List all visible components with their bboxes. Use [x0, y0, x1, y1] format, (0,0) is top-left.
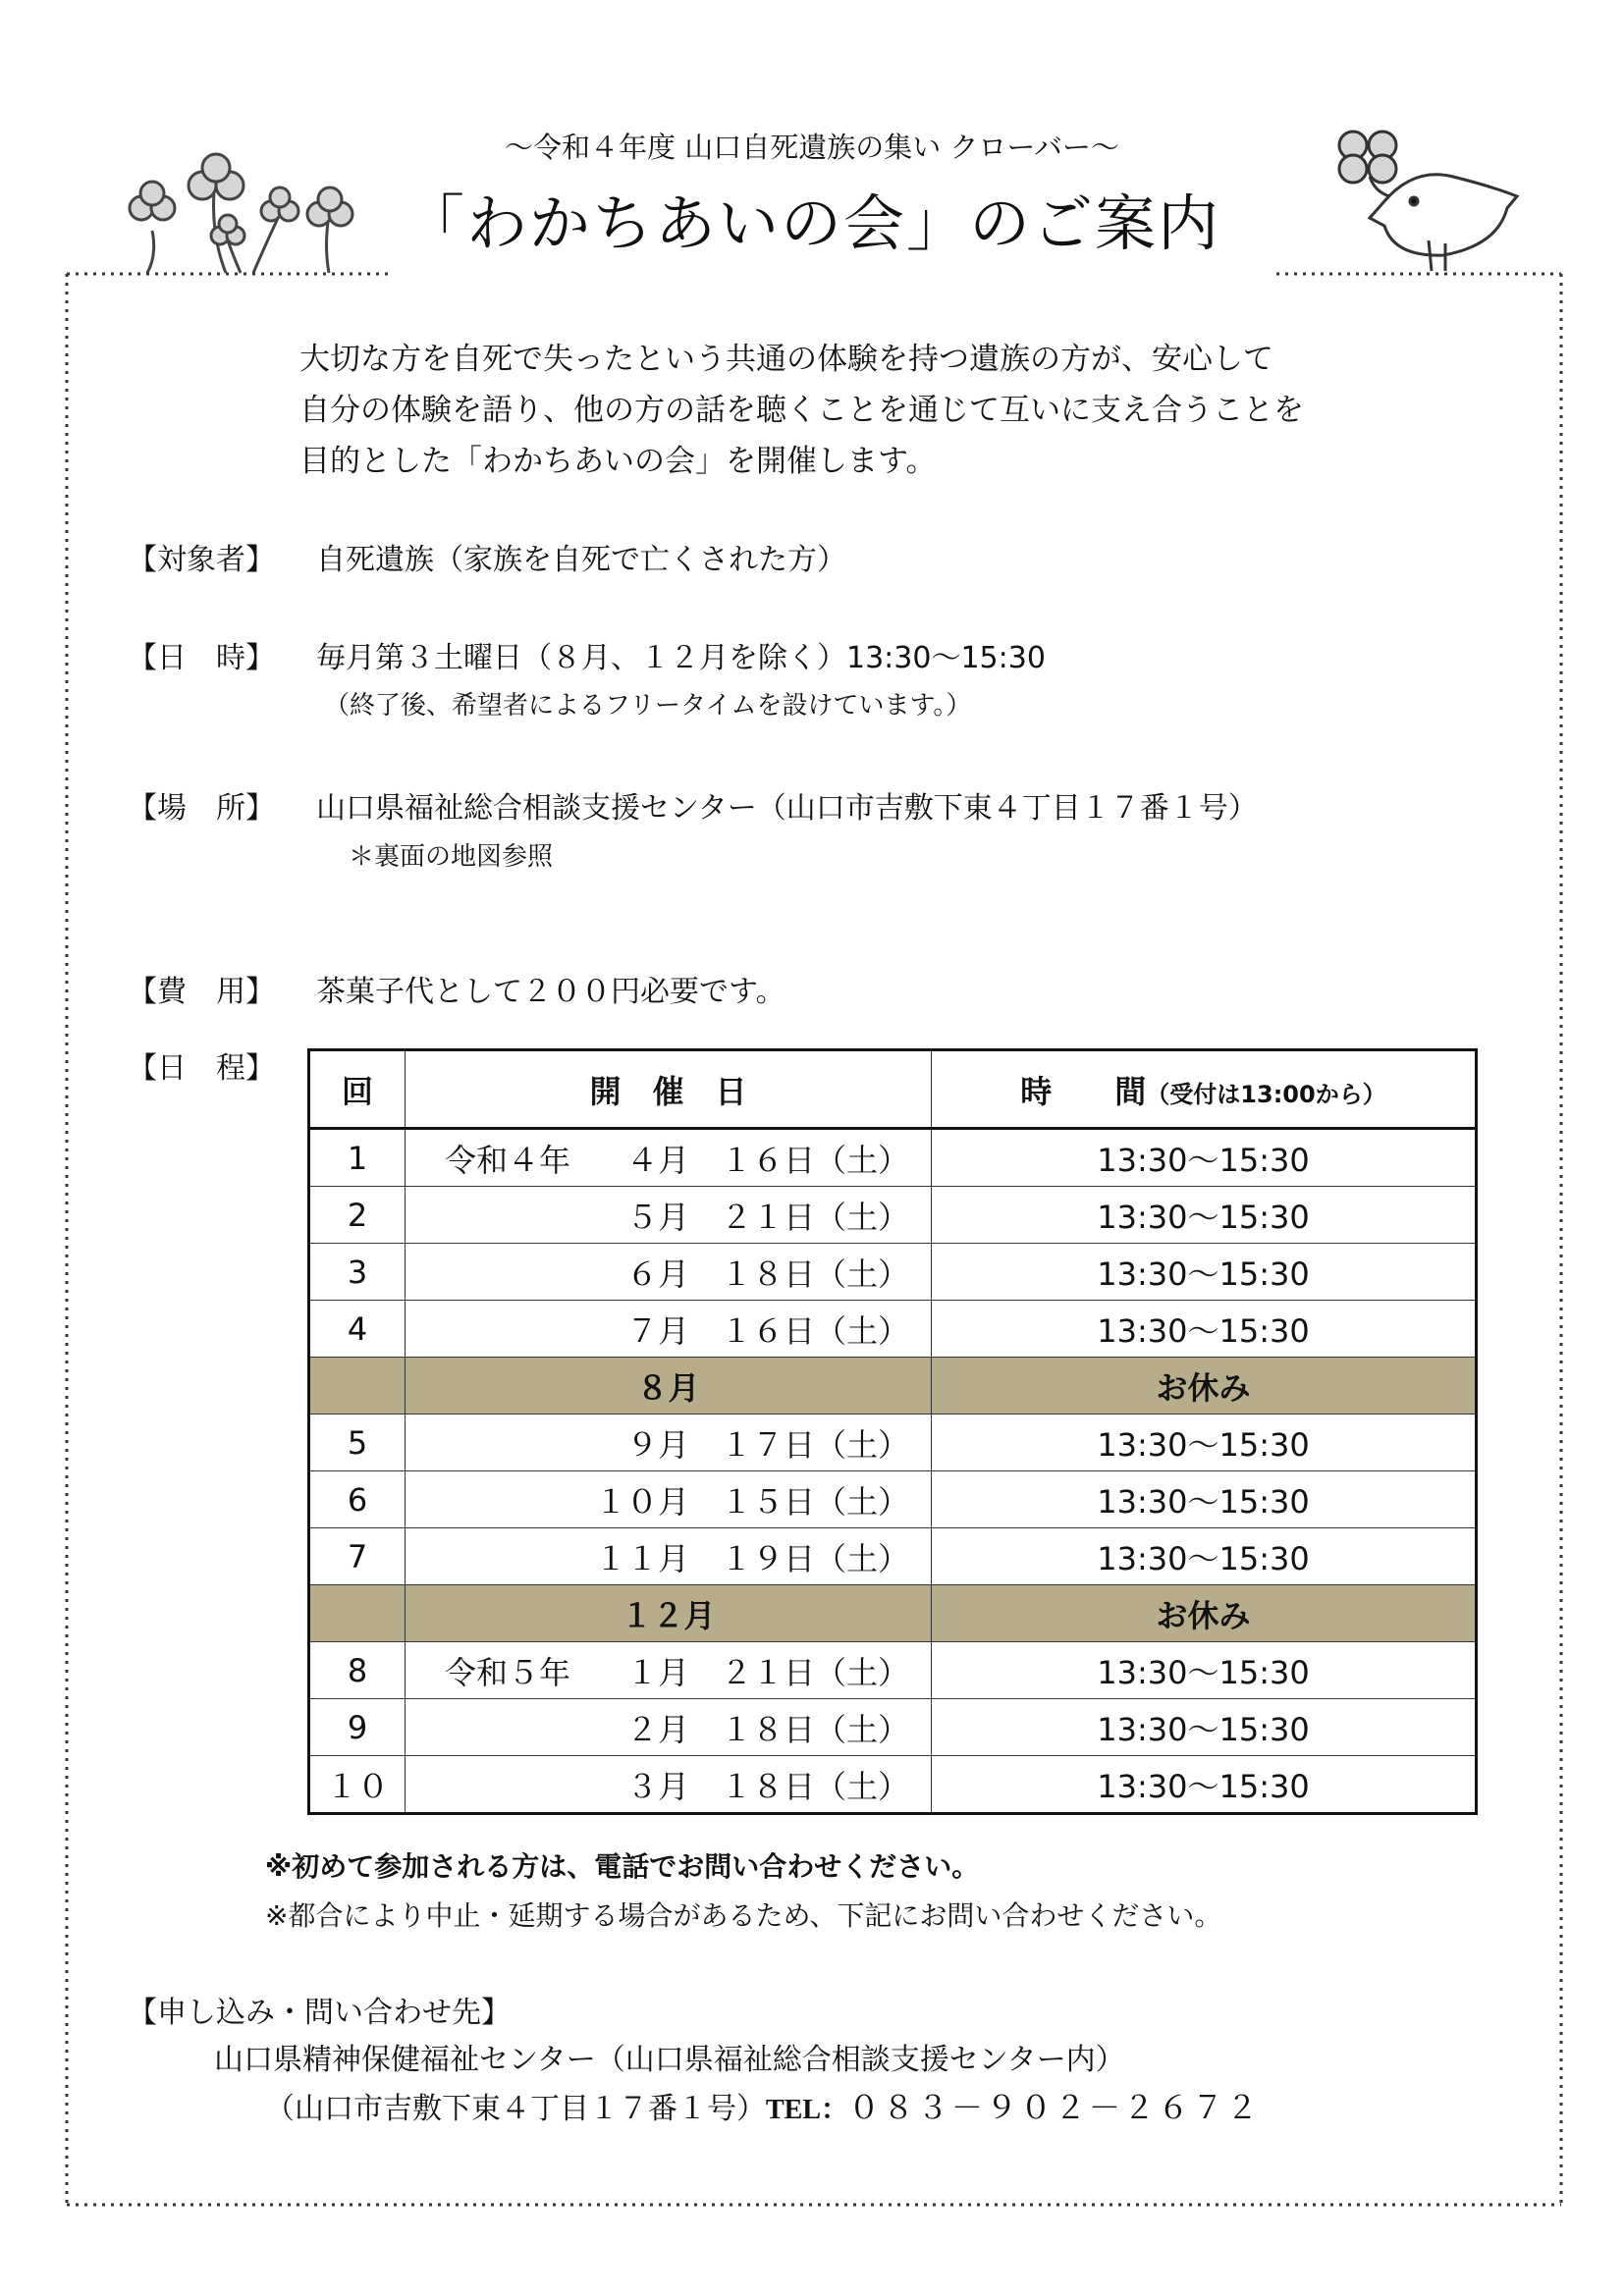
row-date: １０月 １５日（土） — [594, 1482, 909, 1521]
row-date: ６月 １８日（土） — [625, 1255, 909, 1293]
schedule-row — [309, 1415, 1477, 1471]
row-era: 令和５年 — [445, 1653, 571, 1691]
cancel-note: ※都合により中止・延期する場合があるため、下記にお問い合わせください。 — [265, 1899, 1222, 1932]
tel-number: ０８３－９０２－２６７２ — [848, 2089, 1262, 2126]
row-time: 13:30～15:30 — [932, 1528, 1477, 1585]
schedule-row-closed — [309, 1585, 1477, 1642]
intro-line-2: 自分の体験を語り、他の方の話を聴くことを通じて互いに支え合うことを — [299, 393, 1304, 428]
target-label: 【対象者】 — [128, 543, 275, 577]
row-date-cell — [406, 1756, 932, 1814]
schedule-table — [307, 1048, 1478, 1815]
row-number: 2 — [309, 1187, 406, 1244]
header-date: 開 催 日 — [406, 1050, 932, 1129]
header-time — [932, 1050, 1477, 1129]
datetime-note: （終了後、希望者によるフリータイムを設けています。） — [324, 691, 972, 721]
row-number: １０ — [309, 1756, 406, 1814]
row-month: ８月 — [406, 1358, 932, 1415]
row-number: 9 — [309, 1699, 406, 1756]
row-date-cell — [406, 1187, 932, 1244]
schedule-label: 【日 程】 — [128, 1051, 275, 1086]
header-time-label: 時 間 — [1020, 1072, 1147, 1110]
schedule-row — [309, 1129, 1477, 1187]
schedule-row — [309, 1244, 1477, 1301]
row-time: 13:30～15:30 — [932, 1415, 1477, 1471]
row-date: １１月 １９日（土） — [594, 1539, 909, 1577]
place-note: ＊裏面の地図参照 — [349, 842, 554, 872]
row-status: お休み — [932, 1358, 1477, 1415]
schedule-row — [309, 1301, 1477, 1358]
page-title: 「わかちあいの会」のご案内 — [403, 187, 1220, 259]
row-number: 7 — [309, 1528, 406, 1585]
row-time: 13:30～15:30 — [932, 1129, 1477, 1187]
schedule-row — [309, 1187, 1477, 1244]
row-date-cell — [406, 1301, 932, 1358]
row-status: お休み — [932, 1585, 1477, 1642]
row-number: 3 — [309, 1244, 406, 1301]
row-number: 8 — [309, 1642, 406, 1699]
row-date-cell — [406, 1471, 932, 1528]
first-time-note: ※初めて参加される方は、電話でお問い合わせください。 — [265, 1850, 980, 1883]
row-date-cell — [406, 1642, 932, 1699]
place-value: 山口県福祉総合相談支援センター（山口市吉敷下東４丁目１７番１号） — [316, 791, 1258, 826]
row-time: 13:30～15:30 — [932, 1756, 1477, 1814]
cost-label: 【費 用】 — [128, 975, 275, 1009]
row-date: ３月 １８日（土） — [625, 1767, 909, 1805]
datetime-value: 毎月第３土曜日（８月、１２月を除く）13:30～15:30 — [316, 641, 1046, 675]
datetime-label: 【日 時】 — [128, 641, 275, 675]
row-date: ５月 ２１日（土） — [625, 1198, 909, 1236]
schedule-row — [309, 1528, 1477, 1585]
schedule-header-row — [309, 1050, 1477, 1129]
row-number: 5 — [309, 1415, 406, 1471]
schedule-row — [309, 1756, 1477, 1814]
row-date-cell — [406, 1699, 932, 1756]
schedule-row — [309, 1699, 1477, 1756]
schedule-row-closed — [309, 1358, 1477, 1415]
row-number — [309, 1585, 406, 1642]
row-number — [309, 1358, 406, 1415]
place-label: 【場 所】 — [128, 791, 275, 826]
row-month: １２月 — [406, 1585, 932, 1642]
row-date-cell — [406, 1415, 932, 1471]
intro-line-3: 目的とした「わかちあいの会」を開催します。 — [299, 444, 937, 479]
contact-org: 山口県精神保健福祉センター（山口県福祉総合相談支援センター内） — [214, 2043, 1125, 2077]
row-time: 13:30～15:30 — [932, 1187, 1477, 1244]
header-time-note: （受付は13:00から） — [1146, 1080, 1386, 1108]
row-number: 4 — [309, 1301, 406, 1358]
row-date: ７月 １６日（土） — [625, 1311, 909, 1350]
target-value: 自死遺族（家族を自死で亡くされた方） — [316, 543, 846, 577]
row-era: 令和４年 — [445, 1141, 571, 1179]
contact-address-line — [265, 2083, 1261, 2128]
intro-line-1: 大切な方を自死で失ったという共通の体験を持つ遺族の方が、安心して — [299, 342, 1273, 377]
cost-value: 茶菓子代として２００円必要です。 — [316, 975, 785, 1009]
contact-label: 【申し込み・問い合わせ先】 — [128, 1996, 511, 2030]
row-date-cell — [406, 1129, 932, 1187]
row-date-cell — [406, 1244, 932, 1301]
row-date: ４月 １６日（土） — [625, 1141, 909, 1179]
row-number: 1 — [309, 1129, 406, 1187]
row-date: ２月 １８日（土） — [625, 1710, 909, 1748]
row-date: １月 ２１日（土） — [625, 1653, 909, 1691]
row-time: 13:30～15:30 — [932, 1699, 1477, 1756]
row-number: 6 — [309, 1471, 406, 1528]
schedule-row — [309, 1642, 1477, 1699]
event-subtitle: ～令和４年度 山口自死遺族の集い クローバー～ — [505, 131, 1119, 164]
row-time: 13:30～15:30 — [932, 1471, 1477, 1528]
row-date-cell — [406, 1528, 932, 1585]
row-time: 13:30～15:30 — [932, 1642, 1477, 1699]
contact-address: （山口市吉敷下東４丁目１７番１号） — [265, 2092, 766, 2126]
header-number: 回 — [309, 1050, 406, 1129]
schedule-row — [309, 1471, 1477, 1528]
tel-label: TEL： — [766, 2095, 849, 2125]
row-date: ９月 １７日（土） — [625, 1425, 909, 1464]
row-time: 13:30～15:30 — [932, 1244, 1477, 1301]
row-time: 13:30～15:30 — [932, 1301, 1477, 1358]
